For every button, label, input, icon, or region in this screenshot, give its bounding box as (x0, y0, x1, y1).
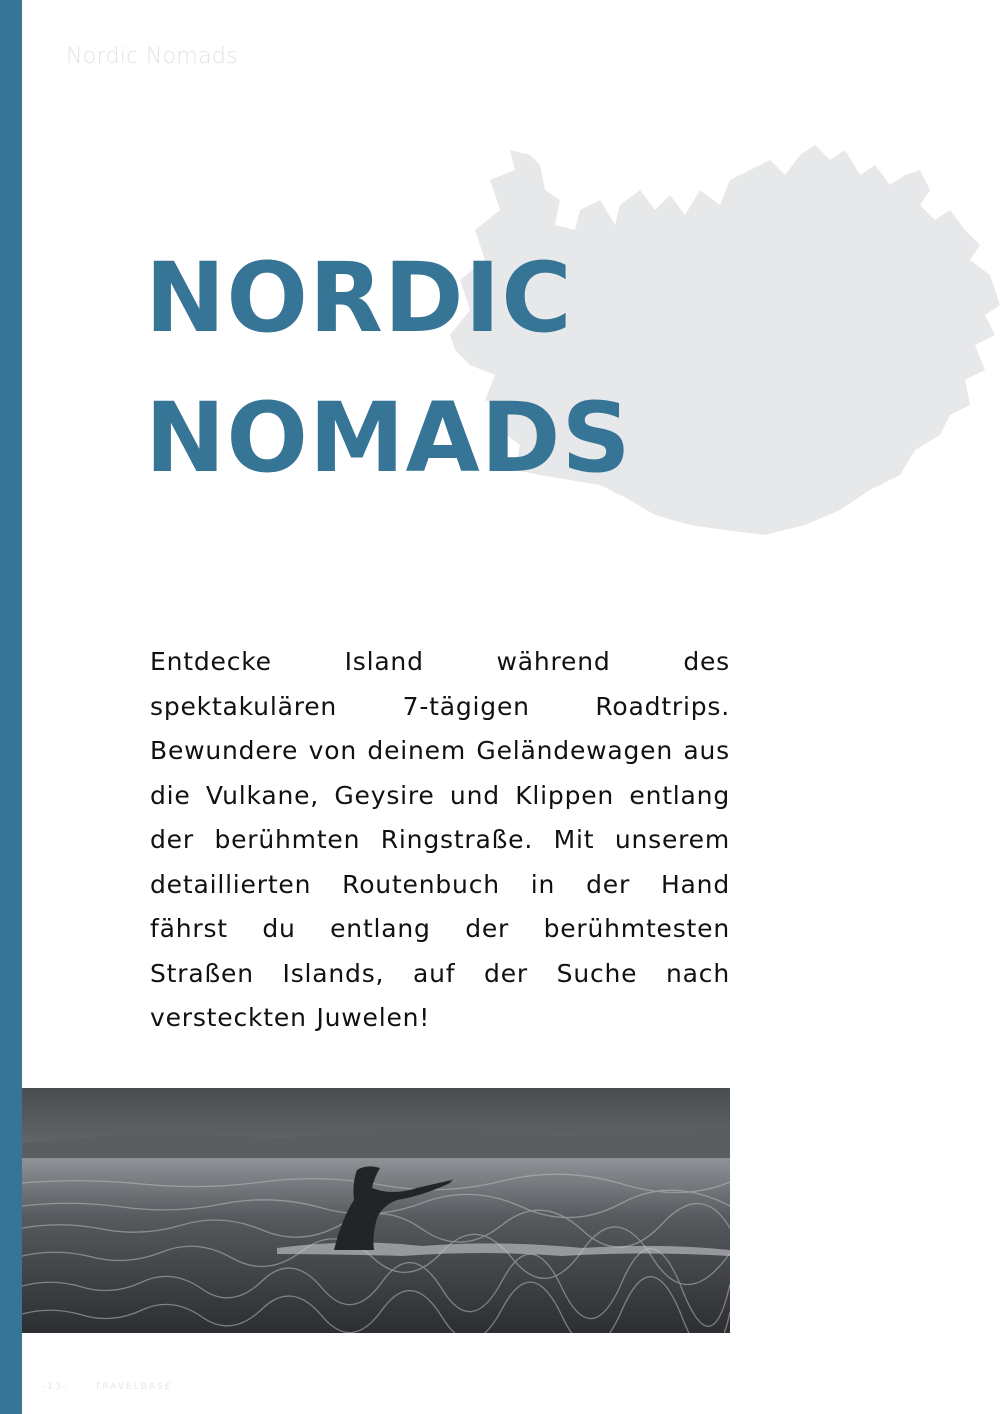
footer-brand: TRAVELBASE (94, 1382, 173, 1392)
title-line-2: NOMADS (145, 382, 632, 494)
page-number: -13- (42, 1382, 68, 1392)
page-footer (42, 1382, 172, 1392)
whale-tail-photo (22, 1088, 730, 1333)
title-line-1: NORDIC (145, 242, 573, 354)
intro-paragraph: Entdecke Island während des spektakulären 7-tägigen Roadtrips. Bewundere von deinem Geländewagen aus die Vulkane, Geysire und Klippen entlang der berühmten Ringstraße. Mit unserem detaillierten Routenbuch in der Hand fährst du entlang der berühmtesten Straßen Islands, auf der Suche nach versteckten Juwelen! (150, 647, 730, 1032)
page-title (145, 228, 632, 508)
running-header: Nordic Nomads (66, 44, 238, 69)
side-accent-bar (0, 0, 22, 1414)
